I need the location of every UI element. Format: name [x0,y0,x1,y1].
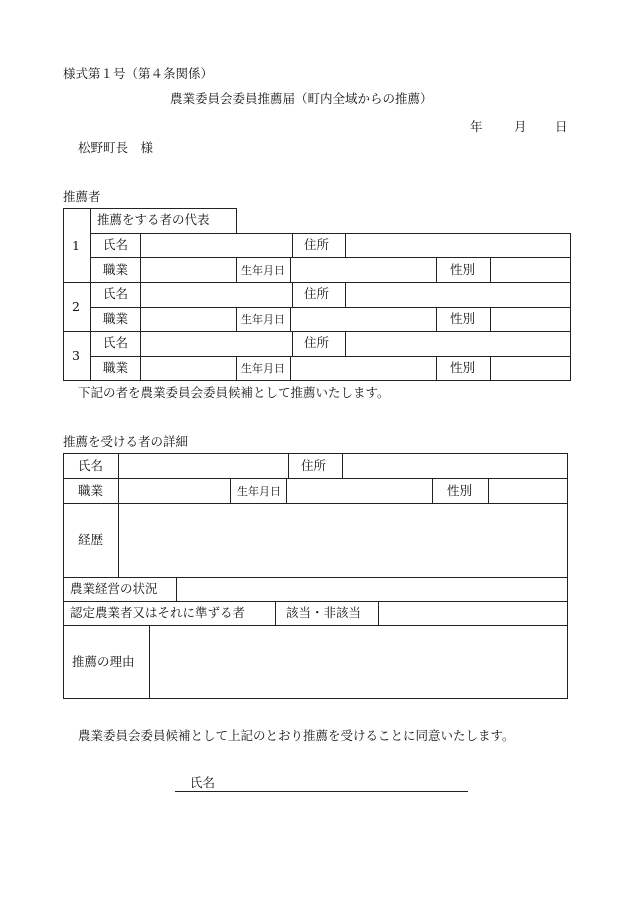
candidate-birthdate-field[interactable] [287,479,431,502]
birthdate-label: 生年月日 [241,362,285,375]
address-label: 住所 [304,286,330,301]
recommender-number: 2 [72,299,80,314]
recommender-3-occupation-field[interactable] [141,357,235,379]
gender-label: 性別 [450,262,476,277]
career-field[interactable] [119,504,566,576]
candidate-occupation-field[interactable] [119,479,229,502]
recommender-2-address-field[interactable] [346,283,569,306]
recommender-3-name-field[interactable] [141,332,291,355]
address-label: 住所 [304,237,330,252]
birthdate-label: 生年月日 [241,264,285,277]
recommender-2-gender-field[interactable] [491,308,569,330]
recommender-2-birthdate-field[interactable] [291,308,435,330]
recommender-1-name-field[interactable] [141,234,291,256]
gender-label: 性別 [450,311,476,326]
recommender-2-occupation-field[interactable] [141,308,235,330]
gender-label: 性別 [450,360,476,375]
applicable-choice[interactable]: 該当・非該当 [286,605,362,620]
career-label: 経歴 [78,532,104,547]
reason-label: 推薦の理由 [72,654,135,669]
certified-farmer-label: 認定農業者又はそれに準ずる者 [70,605,246,620]
candidate-name-label: 氏名 [78,458,104,473]
name-label: 氏名 [103,286,129,301]
recommender-1-gender-field[interactable] [491,258,569,281]
recommender-1-address-field[interactable] [346,234,569,256]
signature-line[interactable] [175,791,468,792]
recommender-3-gender-field[interactable] [491,357,569,379]
recommender-3-address-field[interactable] [346,332,569,355]
address-label: 住所 [304,335,330,350]
candidate-gender-field[interactable] [489,479,566,502]
candidate-address-field[interactable] [343,454,566,477]
date-year: 年 [470,119,483,134]
recommender-3-birthdate-field[interactable] [291,357,435,379]
occupation-label: 職業 [103,262,129,277]
addressee: 松野町長 様 [78,140,154,155]
candidate-name-field[interactable] [119,454,287,477]
date-month: 月 [514,119,527,134]
occupation-label: 職業 [103,360,129,375]
recommender-1-birthdate-field[interactable] [291,258,435,281]
recommenders-heading: 推薦者 [63,189,101,204]
consent-statement: 農業委員会委員候補として上記のとおり推薦を受けることに同意いたします。 [78,728,515,743]
form-title: 農業委員会委員推薦届（町内全域からの推薦） [170,91,433,106]
signature-label: 氏名 [190,775,216,790]
representative-label: 推薦をする者の代表 [97,212,210,227]
candidate-heading: 推薦を受ける者の詳細 [63,434,189,449]
candidate-occupation-label: 職業 [78,483,104,498]
candidate-address-label: 住所 [301,458,327,473]
farm-status-label: 農業経営の状況 [70,581,158,596]
candidate-birthdate-label: 生年月日 [237,485,281,498]
recommender-number: 3 [72,348,80,363]
recommender-number: 1 [72,238,80,253]
recommender-1-occupation-field[interactable] [141,258,235,281]
name-label: 氏名 [103,237,129,252]
occupation-label: 職業 [103,311,129,326]
recommender-2-name-field[interactable] [141,283,291,306]
farm-status-field[interactable] [177,578,566,600]
date-day: 日 [555,119,568,134]
reason-field[interactable] [150,626,566,697]
recommendation-statement: 下記の者を農業委員会委員候補として推薦いたします。 [78,385,390,400]
name-label: 氏名 [103,335,129,350]
form-number: 様式第１号（第４条関係） [63,66,214,81]
birthdate-label: 生年月日 [241,313,285,326]
candidate-gender-label: 性別 [447,483,473,498]
certified-extra-field[interactable] [379,602,566,624]
